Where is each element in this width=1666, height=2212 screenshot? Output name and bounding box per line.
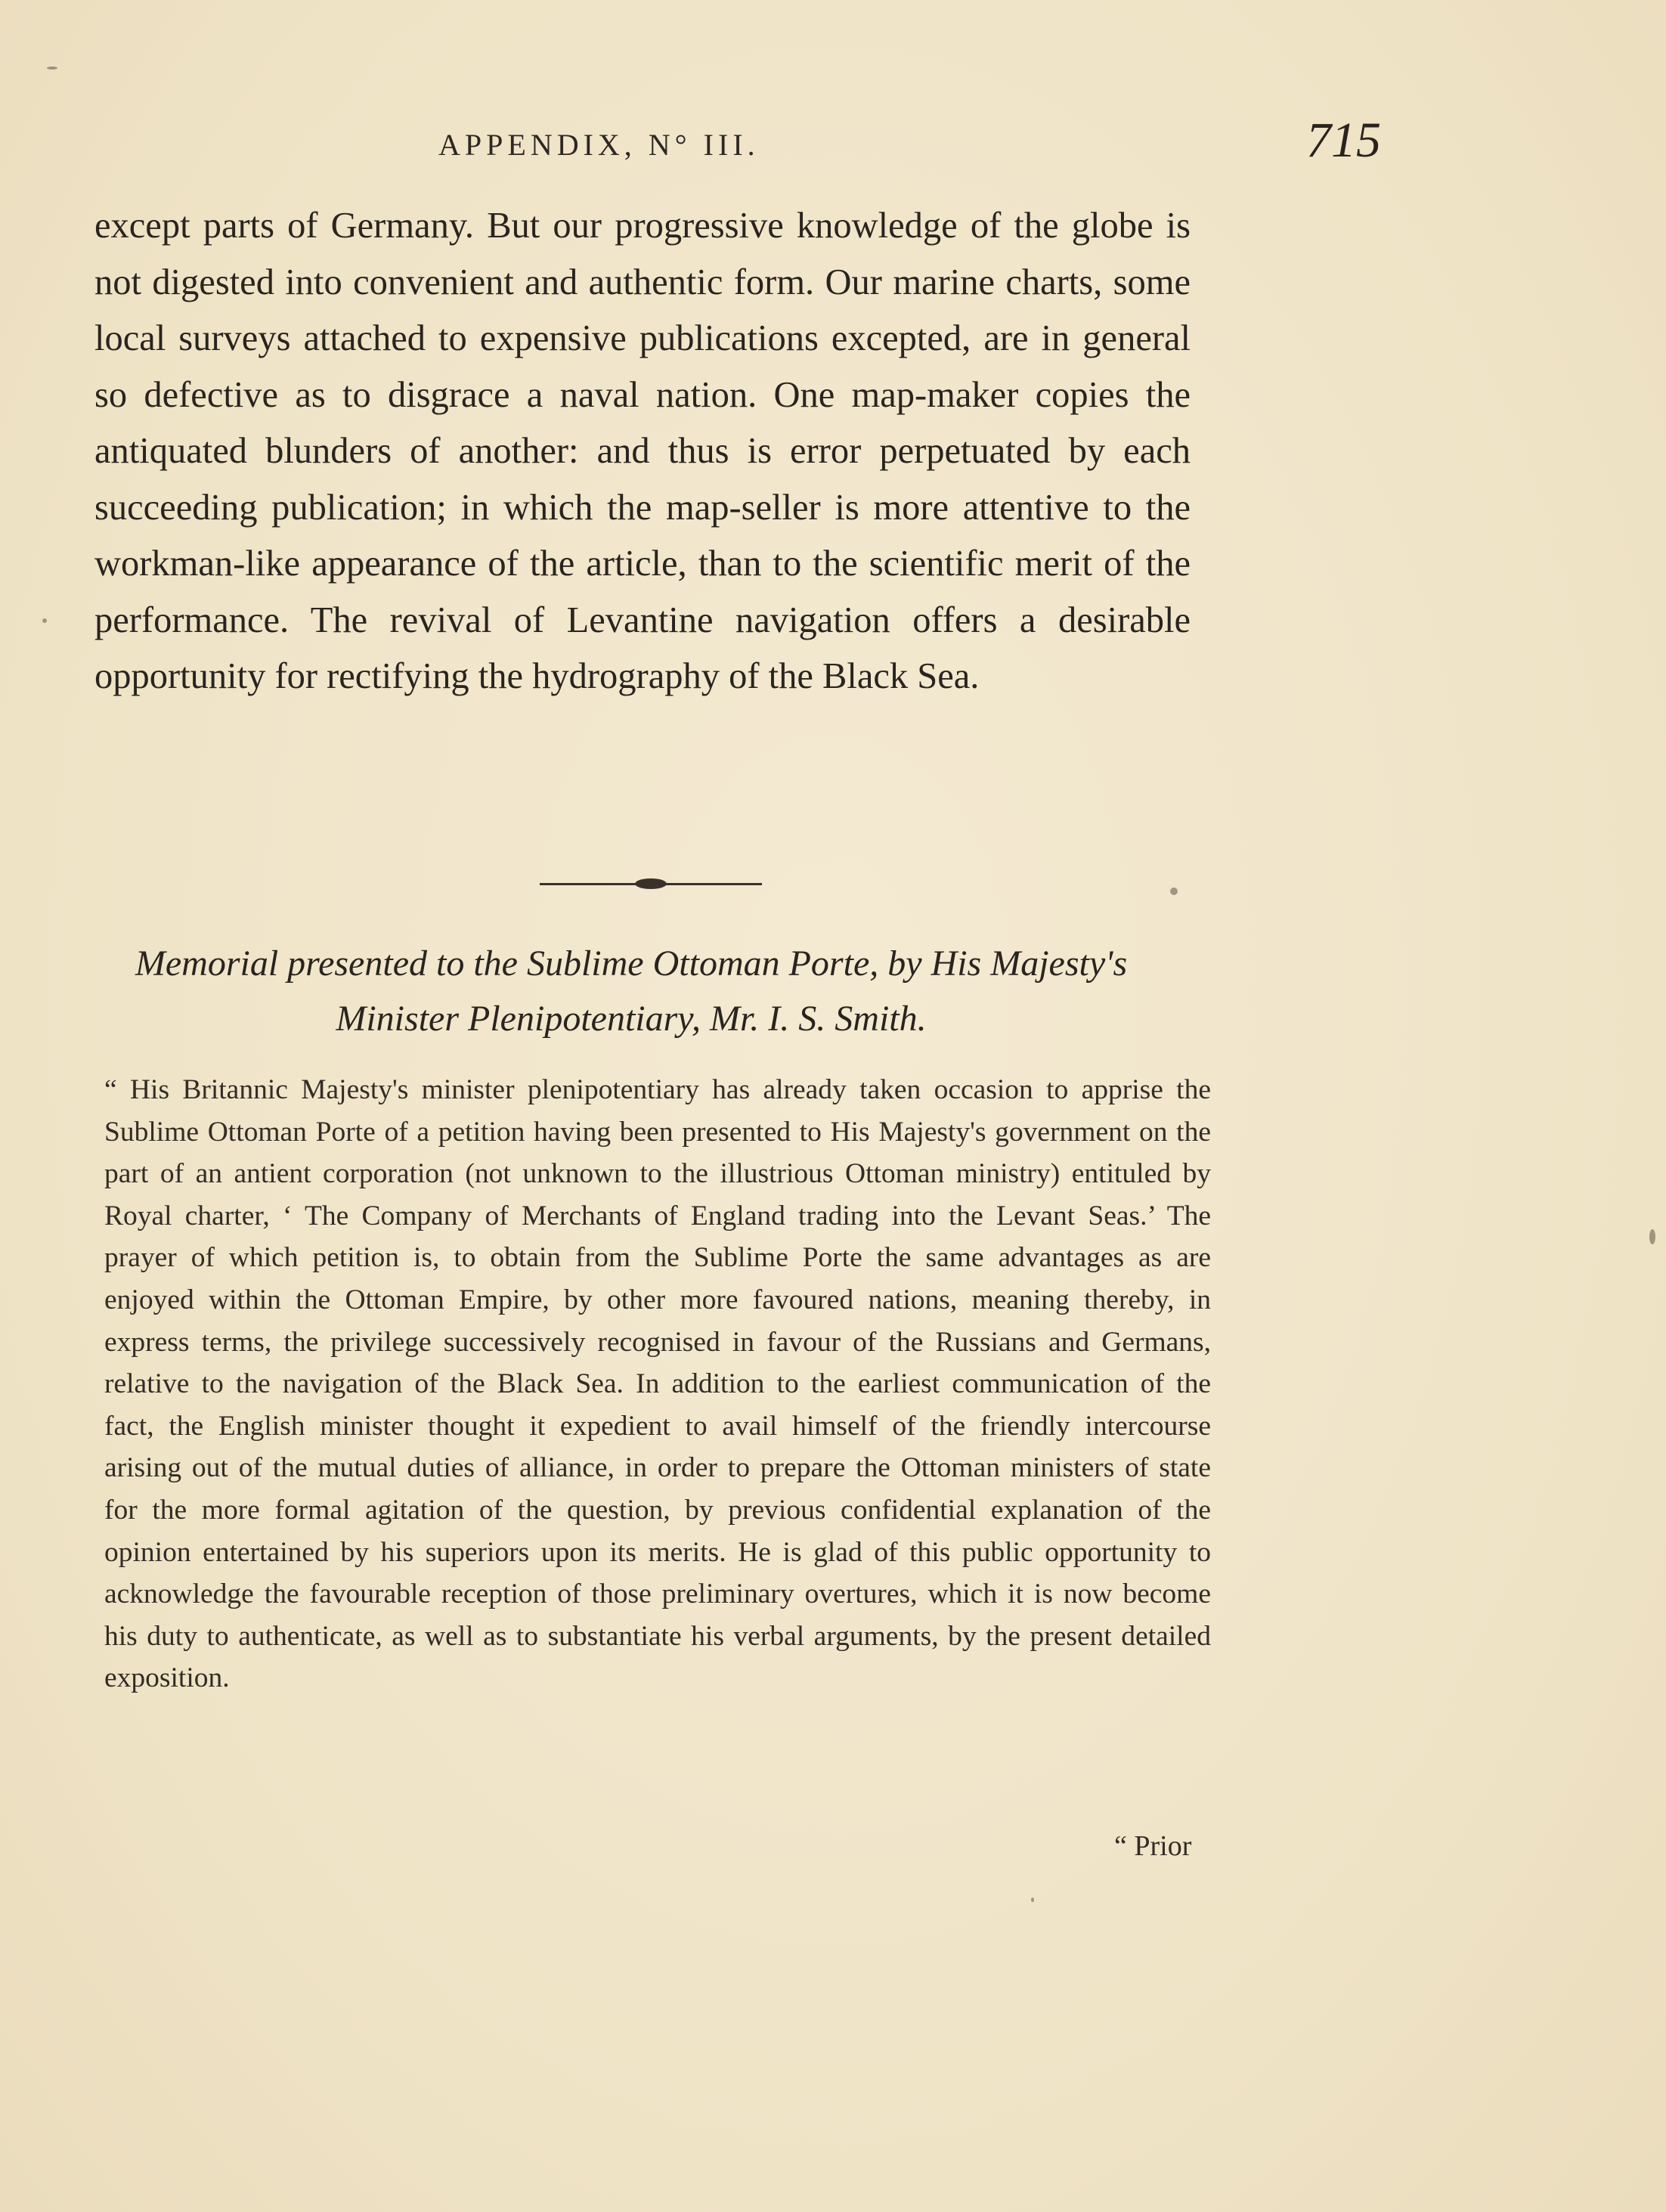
memorial-title: Memorial presented to the Sublime Ottoman Porte, by His Majesty's Minister Plenipotentiary, Mr. I. S. Smith. [135, 943, 1128, 1039]
divider-ornament [635, 878, 667, 889]
memorial-text: “ His Britannic Majesty's minister plenipotentiary has already taken occasion to apprise the Sublime Ottoman Porte of a petition having been presented to His Majesty's government on the part of an antient corporation (not unknown to the illustrious Ottoman ministry) entituled by Royal charter, ‘ The Company of Merchants of England trading into the Levant Seas.’ The prayer of which petition is, to obtain from the Sublime Porte the same advantages as are enjoyed within the Ottoman Empire, by other more favoured nations, meaning thereby, in express terms, the privilege successively recognised in favour of the Russians and Germans, relative to the navigation of the Black Sea. In addition to the earliest communication of the fact, the English minister thought it expedient to avail himself of the friendly intercourse arising out of the mutual duties of alliance, in order to prepare the Ottoman ministers of state for the more formal agitation of the question, by previous confidential explanation of the opinion entertained by his superiors upon its merits. He is glad of this public opportunity to acknowledge the favourable reception of those preliminary overtures, which it is now become his duty to authenticate, as well as to substantiate his verbal arguments, by the present detailed exposition. [104, 1074, 1211, 1694]
page-number: 715 [1306, 113, 1381, 168]
paper-speck [42, 618, 47, 623]
paper-speck [1649, 1229, 1655, 1244]
catchword: “ Prior [1114, 1830, 1192, 1862]
paper-speck [1031, 1898, 1034, 1902]
running-head: APPENDIX, N° III. [438, 128, 760, 162]
body-paragraph: except parts of Germany. But our progressive knowledge of the globe is not digested into convenient and authentic form. Our marine charts, some local surveys attached to expensive publications excepted, are in general so defective as to disgrace a naval nation. One map-maker copies the antiquated blunders of another: and thus is error perpetuated by each succeeding publication; in which the map-seller is more attentive to the workman-like appearance of the article, than to the scientific merit of the performance. The revival of Levantine navigation offers a desirable opportunity for rectifying the hydrography of the Black Sea. [94, 206, 1191, 696]
paper-speck [1170, 888, 1178, 895]
paper-speck [47, 67, 57, 70]
